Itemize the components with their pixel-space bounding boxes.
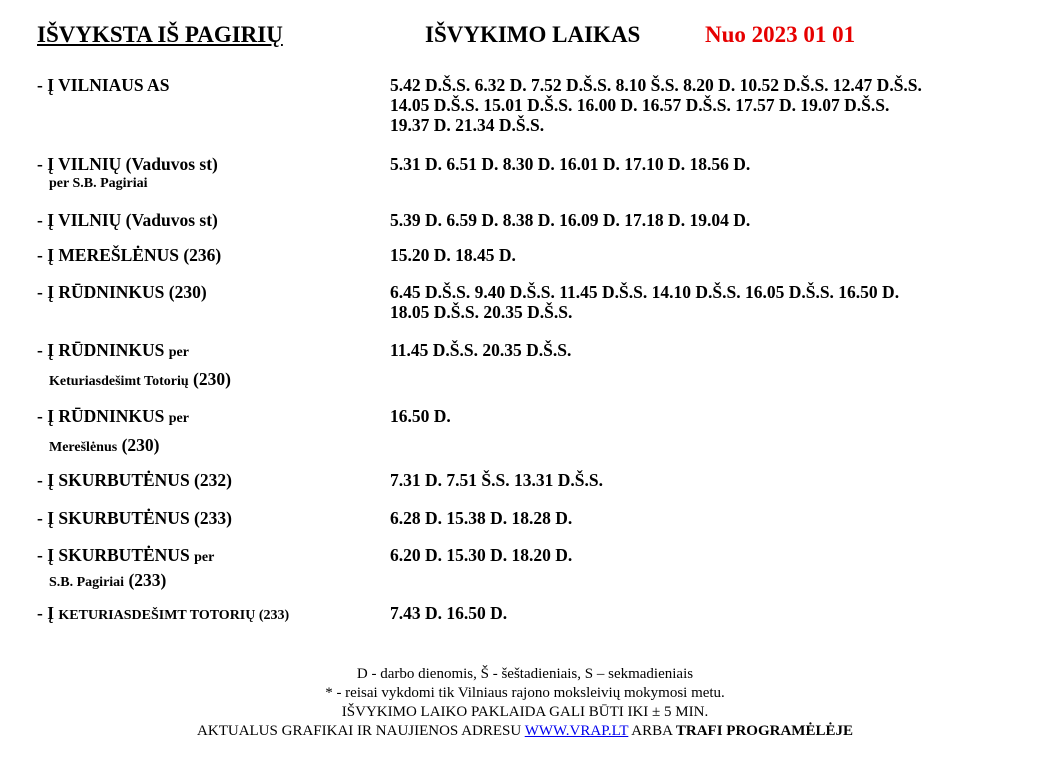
route-destination: - Į SKURBUTĖNUS per S.B. Pagiriai (233) xyxy=(37,545,215,590)
route-destination: - Į VILNIAUS AS xyxy=(37,75,170,95)
departure-time-heading: IŠVYKIMO LAIKAS xyxy=(425,22,641,47)
route-destination: - Į RŪDNINKUS (230) xyxy=(37,282,207,302)
footer-notes xyxy=(0,665,1050,741)
route-destination: - Į VILNIŲ (Vaduvos st) xyxy=(37,210,218,230)
route-times: 7.43 D. 16.50 D. xyxy=(390,603,508,623)
route-times: 7.31 D. 7.51 Š.S. 13.31 D.Š.S. xyxy=(390,470,603,490)
page-title: IŠVYKSTA IŠ PAGIRIŲ xyxy=(37,22,283,47)
route-destination: - Į SKURBUTĖNUS (232) xyxy=(37,470,232,490)
trafi-app: TRAFI PROGRAMĖLĖJE xyxy=(675,723,853,739)
school-note: * - reisai vykdomi tik Vilniaus rajono moksleivių mokymosi metu. xyxy=(325,685,725,701)
tolerance-warning: IŠVYKIMO LAIKO PAKLAIDA GALI BŪTI IKI ± 5 MIN. xyxy=(341,704,709,720)
route-destination: - Į RŪDNINKUS per Merešlėnus (230) xyxy=(37,406,189,455)
vrap-link[interactable]: WWW.VRAP.LT xyxy=(524,723,629,739)
timetable-header xyxy=(0,22,1050,52)
route-destination: - Į KETURIASDEŠIMT TOTORIŲ (233) xyxy=(37,603,290,623)
route-destination: - Į RŪDNINKUS per Keturiasdešimt Totorių (230) xyxy=(37,340,231,389)
route-times: 5.42 D.Š.S. 6.32 D. 7.52 D.Š.S. 8.10 Š.S. 8.20 D. 10.52 D.Š.S. 12.47 D.Š.S. 14.05 D.Š.S. 15.01 D.Š.S. 16.00 D. 16.57 D.Š.S. 17.57 D. 19.07 D.Š.S. 19.37 D. 21.34 D.Š.S. xyxy=(390,75,922,135)
route-destination: - Į VILNIŲ (Vaduvos st) per S.B. Pagiriai xyxy=(37,154,218,191)
route-times: 11.45 D.Š.S. 20.35 D.Š.S. xyxy=(390,340,572,360)
route-times: 6.45 D.Š.S. 9.40 D.Š.S. 11.45 D.Š.S. 14.10 D.Š.S. 16.05 D.Š.S. 16.50 D. 18.05 D.Š.S. 20.35 D.Š.S. xyxy=(390,282,900,322)
route-times: 16.50 D. xyxy=(390,406,451,426)
route-times: 5.31 D. 6.51 D. 8.30 D. 16.01 D. 17.10 D. 18.56 D. xyxy=(390,154,751,174)
route-times: 5.39 D. 6.59 D. 8.38 D. 16.09 D. 17.18 D. 19.04 D. xyxy=(390,210,751,230)
valid-from-date: Nuo 2023 01 01 xyxy=(705,22,856,47)
route-destination: - Į SKURBUTĖNUS (233) xyxy=(37,508,232,528)
route-times: 6.28 D. 15.38 D. 18.28 D. xyxy=(390,508,573,528)
info-line: AKTUALUS GRAFIKAI IR NAUJIENOS ADRESU WWW.VRAP.LT ARBA TRAFI PROGRAMĖLĖJE xyxy=(197,723,853,739)
route-times: 6.20 D. 15.30 D. 18.20 D. xyxy=(390,545,573,565)
route-times: 15.20 D. 18.45 D. xyxy=(390,245,516,265)
route-destination: - Į MEREŠLĖNUS (236) xyxy=(37,245,222,265)
legend-text: D - darbo dienomis, Š - šeštadieniais, S – sekmadieniais xyxy=(356,666,694,682)
